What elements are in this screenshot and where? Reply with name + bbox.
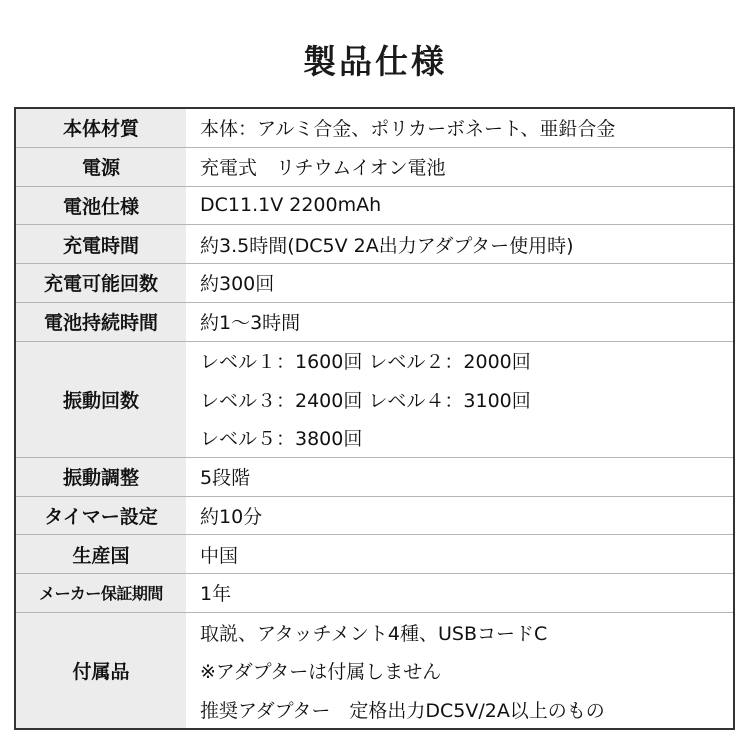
table-row-battery-spec <box>16 187 733 226</box>
spec-table <box>14 107 735 730</box>
row-value: 中国 <box>200 544 239 567</box>
table-row-vibration-1 <box>16 342 733 381</box>
table-row-timer <box>16 497 733 536</box>
row-label: 充電可能回数 <box>16 264 186 302</box>
table-row-material <box>16 109 733 148</box>
table-row-power <box>16 148 733 187</box>
row-label <box>16 613 186 652</box>
row-value: ※アダプターは付属しません <box>200 661 442 684</box>
row-value: 5段階 <box>200 467 251 490</box>
row-label: 電源 <box>16 148 186 186</box>
row-value: 約300回 <box>200 273 275 296</box>
row-value: 約10分 <box>200 505 263 528</box>
row-label <box>16 419 186 457</box>
page-title: 製品仕様 <box>303 42 447 81</box>
row-value: 約3.5時間(DC5V 2A出力アダプター使用時) <box>200 234 574 257</box>
table-row-battery-duration <box>16 303 733 342</box>
row-value: レベル１：1600回 レベル２：2000回 <box>200 351 531 374</box>
row-value: 1年 <box>200 583 232 606</box>
row-value: レベル５：3800回 <box>200 428 363 451</box>
row-label: 電池仕様 <box>16 187 186 225</box>
row-value: 本体：アルミ合金、ポリカーボネート、亜鉛合金 <box>200 118 616 141</box>
row-value: DC11.1V 2200mAh <box>200 194 382 217</box>
row-value: 推奨アダプター 定格出力DC5V/2A以上のもの <box>200 699 605 722</box>
row-label: 付属品 <box>16 652 186 691</box>
table-row-vibration-2 <box>16 380 733 419</box>
table-row-warranty <box>16 574 733 613</box>
row-value: 取説、アタッチメント4種、USBコードC <box>200 622 548 645</box>
table-row-accessories-2 <box>16 652 733 691</box>
table-row-vibration-adjust <box>16 458 733 497</box>
row-label: タイマー設定 <box>16 497 186 535</box>
table-row-charge-time <box>16 225 733 264</box>
table-row-country <box>16 535 733 574</box>
row-label: 本体材質 <box>16 109 186 147</box>
table-row-accessories-1 <box>16 613 733 652</box>
row-label: 電池持続時間 <box>16 303 186 341</box>
row-label: 振動調整 <box>16 458 186 496</box>
row-value: レベル３：2400回 レベル４：3100回 <box>200 390 531 413</box>
row-label: メーカー保証期間 <box>16 574 186 612</box>
table-row-accessories-3 <box>16 690 733 728</box>
row-label <box>16 342 186 381</box>
table-row-vibration-3 <box>16 419 733 458</box>
row-label: 振動回数 <box>16 380 186 419</box>
row-value: 充電式 リチウムイオン電池 <box>200 157 446 180</box>
table-row-charge-cycles <box>16 264 733 303</box>
row-value: 約1～3時間 <box>200 312 301 335</box>
row-label: 生産国 <box>16 535 186 573</box>
row-label <box>16 690 186 728</box>
row-label: 充電時間 <box>16 225 186 263</box>
